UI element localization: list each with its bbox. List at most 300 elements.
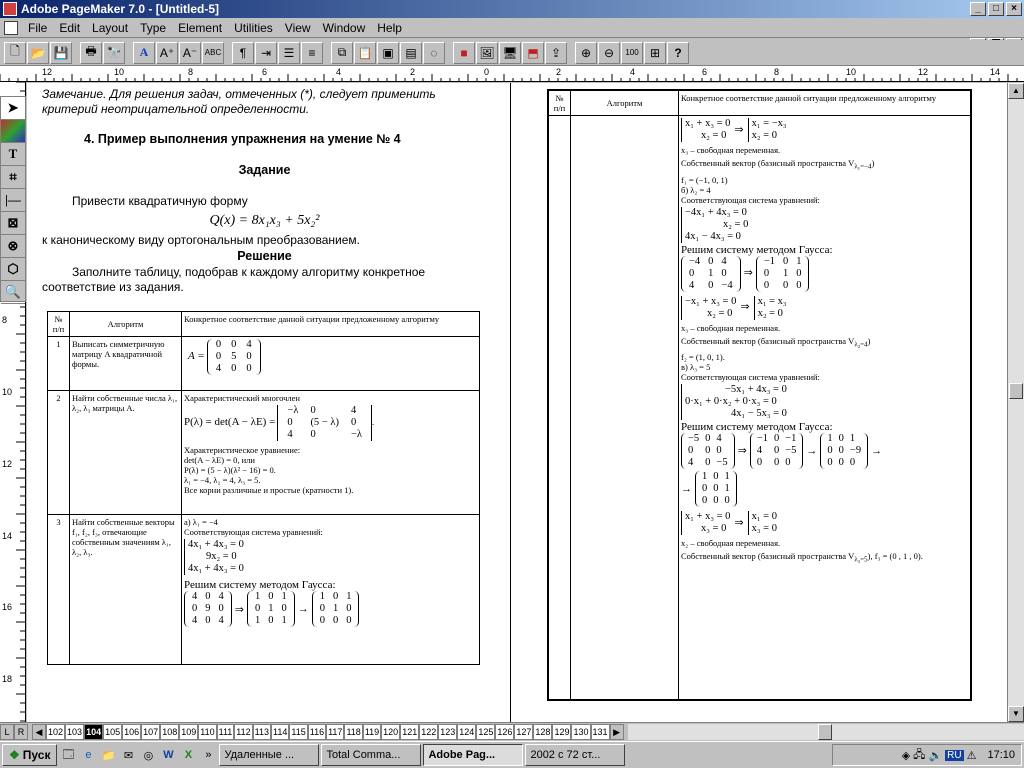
equation: x₂ = 0	[751, 130, 777, 141]
matrix-cell: 5	[231, 351, 237, 362]
char-eq-title: Характеристическое уравнение:	[184, 445, 301, 455]
save-icon[interactable]: 💾	[50, 42, 72, 64]
matrix-cell: −5	[716, 457, 728, 469]
vertical-scrollbar[interactable]	[1007, 83, 1024, 722]
matrix-cell: 0	[721, 267, 727, 279]
matrix-cell: 1	[702, 471, 708, 483]
equation: x₃ = 0	[751, 523, 777, 535]
start-button[interactable]: ❖ Пуск	[2, 744, 57, 766]
gauss-chain	[184, 591, 477, 627]
matrix-cell: 0	[688, 445, 694, 457]
maximize-button[interactable]: □	[988, 2, 1004, 16]
minimize-button[interactable]: _	[970, 2, 986, 16]
matrix-cell: 0	[827, 445, 833, 457]
zoom-in-icon[interactable]: ⊕	[575, 42, 597, 64]
menu-edit[interactable]: Edit	[59, 20, 81, 35]
menu-type[interactable]: Type	[140, 20, 167, 35]
matrix-cell: 0	[838, 457, 844, 469]
matrix-cell: −5	[688, 433, 700, 445]
page-tab[interactable]: 123	[438, 724, 457, 740]
page-tab[interactable]: 122	[419, 724, 438, 740]
document-canvas[interactable]	[27, 83, 1007, 722]
paragraph-icon[interactable]: ¶	[232, 42, 254, 64]
matrix-cell: 0	[254, 603, 261, 614]
quicklaunch-more-icon[interactable]: »	[205, 749, 212, 761]
polygon-frame-tool-icon[interactable]: ⬡	[1, 258, 25, 281]
char-matrix	[277, 405, 372, 441]
matrix-cell: 4	[192, 615, 198, 626]
task-pagemaker[interactable]: Adobe Pag...	[423, 744, 523, 766]
page-tab[interactable]: 127	[514, 724, 533, 740]
col-header-num: № п/п	[48, 312, 70, 337]
language-indicator[interactable]: RU	[947, 749, 962, 761]
page-tab[interactable]: 102	[46, 724, 65, 740]
matrix-cell: −9	[849, 445, 862, 457]
page-tab[interactable]: 118	[344, 724, 362, 740]
quicklaunch-desktop-icon[interactable]: 🗔	[62, 748, 75, 761]
matrix-cell: 0	[763, 267, 770, 279]
char-eq-line-3: λ₁ = −4, λ₂ = 4, λ₃ = 5.	[184, 475, 261, 485]
page-tab[interactable]: 121	[400, 724, 419, 740]
matrix-cell: 0	[231, 339, 237, 350]
page-tab[interactable]: 128	[533, 724, 552, 740]
page-tab[interactable]: 131	[591, 724, 610, 740]
menu-layout[interactable]: Layout	[92, 20, 129, 35]
page-tab[interactable]: 113	[253, 724, 271, 740]
row-2-alg: Найти собственные числа λ₁, λ₂, λ₃ матрицы A.	[70, 391, 182, 515]
matrix-cell: 4	[218, 591, 224, 602]
pdf-icon[interactable]: ⬒	[522, 42, 544, 64]
gauss-matrix-1	[184, 591, 232, 627]
horizontal-ruler[interactable]	[0, 66, 1024, 82]
col-header-desc: Конкретное соответствие данной ситуации предложенному алгоритму	[679, 91, 971, 116]
matrix-cell: 0	[310, 405, 316, 416]
menu-view[interactable]: View	[284, 20, 311, 35]
matrix-cell: 0	[713, 483, 719, 495]
matrix-cell: 4	[756, 445, 763, 457]
algorithm-table	[47, 311, 480, 665]
equation: x₁ + x₃ = 0	[685, 118, 731, 129]
export-icon[interactable]: ⇪	[545, 42, 567, 64]
left-master-page[interactable]: L	[0, 724, 14, 740]
equation: x₁ = 0	[751, 511, 777, 523]
quicklaunch-outlook-icon[interactable]: ✉	[123, 749, 134, 762]
row-3-alg: Найти собственные векторы f₁, f₂, f₃, отвечающие собственным значениям λ₁, λ₂, λ₃.	[70, 515, 182, 665]
matrix-cell: 1	[319, 591, 325, 602]
implies-icon: ⇒	[734, 123, 744, 136]
page-tab[interactable]: 124	[457, 724, 476, 740]
row-1-alg: Выписать симметричную матрицу A квадратичной формы.	[70, 337, 182, 391]
hscroll-thumb[interactable]	[818, 724, 832, 740]
matrix-cell: 0	[215, 351, 222, 362]
page-tab[interactable]: 105	[103, 724, 122, 740]
ruler-label: 14	[990, 67, 1001, 77]
tray-alert-icon[interactable]: ⚠	[966, 749, 977, 762]
task-text[interactable]: Привести квадратичную форму	[72, 194, 248, 208]
matrix-cell: 0	[205, 615, 211, 626]
matrix-a	[207, 339, 261, 375]
gauss-matrix-2a	[681, 256, 741, 292]
tray-app-icon[interactable]: ◈	[901, 749, 911, 762]
char-poly: P(λ) = det(A − λE) =	[184, 415, 276, 428]
crop-tool-icon[interactable]: ⌗	[1, 166, 25, 189]
equation: 9x₂ = 0	[206, 551, 237, 562]
f2-vector: f₂ = (1, 0, 1).	[681, 352, 725, 363]
ruler-label: 2	[556, 67, 562, 77]
matrix-cell: 1	[281, 591, 287, 602]
print-icon[interactable]: 🖶	[80, 42, 102, 64]
system-2	[681, 207, 748, 243]
matrix-cell: 0	[716, 445, 722, 457]
system-1a	[681, 118, 730, 142]
equation: 4x₁ + 4x₃ = 0	[188, 539, 244, 550]
matrix-cell: 0	[849, 457, 856, 469]
ruler-label: 4	[630, 67, 636, 77]
page-tab[interactable]: 110	[198, 724, 216, 740]
solution-title[interactable]: Решение	[237, 249, 292, 263]
matrix-cell: 0	[782, 255, 789, 267]
col-header-desc: Конкретное соответствие данной ситуации предложенному алгоритму	[182, 312, 480, 337]
matrix-cell: 0	[773, 445, 780, 457]
page-tab[interactable]: 107	[141, 724, 160, 740]
menu-file[interactable]: File	[28, 20, 48, 35]
gauss-matrix-2b	[756, 256, 810, 292]
page-tab[interactable]: 106	[122, 724, 141, 740]
matrix-cell: 0	[796, 279, 802, 291]
display-icon[interactable]: 🖥	[499, 42, 521, 64]
equation: 4x₁ − 4x₃ = 0	[685, 230, 741, 242]
matrix-cell: 0	[827, 457, 833, 469]
matrix-cell: 0	[785, 457, 791, 469]
matrix-cell: 1	[332, 603, 339, 614]
find-icon[interactable]: 🔭	[103, 42, 125, 64]
tray-volume-icon[interactable]: 🔊	[928, 749, 943, 762]
sys-title-3: Соответствующая система уравнений:	[681, 372, 820, 383]
right-master-page[interactable]: R	[14, 724, 28, 740]
page-tab[interactable]: 115	[289, 724, 307, 740]
system-3b	[748, 511, 777, 535]
char-eq-line-2: P(λ) = (5 − λ)(λ² − 16) = 0.	[184, 465, 276, 475]
ellipse-frame-tool-icon[interactable]: ⊗	[1, 235, 25, 258]
char-poly-title: Характеристический многочлен	[184, 393, 300, 403]
equation: x₂ = 0	[757, 307, 783, 319]
matrix-cell: 0	[319, 615, 325, 626]
solution-text[interactable]: Заполните таблицу, подобрав к каждому алгоритму конкретное соответствие из задания.	[42, 265, 426, 294]
color-icon[interactable]: ■	[453, 42, 475, 64]
eigvec-sub-2: λ₂=4	[854, 340, 868, 349]
task-deleted[interactable]: Удаленные ...	[219, 744, 319, 766]
menu-help[interactable]: Help	[377, 20, 402, 35]
document-icon[interactable]	[4, 21, 18, 35]
matrix-cell: 0	[246, 363, 252, 374]
menu-utilities[interactable]: Utilities	[234, 20, 273, 35]
arrow-icon: →	[871, 444, 883, 457]
equation: −4x₁ + 4x₃ = 0	[685, 206, 747, 218]
gauss-matrix-3a	[681, 433, 735, 469]
app-icon[interactable]	[3, 2, 17, 16]
menu-element[interactable]: Element	[178, 20, 223, 35]
col-header-num: № п/п	[549, 91, 571, 116]
vruler-label: 18	[2, 674, 13, 684]
toolbox	[0, 96, 26, 302]
task-total-commander[interactable]: Total Comma...	[321, 744, 421, 766]
f1-vector: f₁ = (−1, 0, 1)	[681, 174, 728, 185]
matrix-cell: (5 − λ)	[310, 417, 339, 428]
free-var-2: x₃ – свободная переменная.	[681, 322, 781, 333]
eigvec-label-1: Собственный вектор (базисный пространства V	[681, 158, 855, 168]
vruler-label: 16	[2, 602, 13, 612]
pages-scroll-right-icon[interactable]: ▶	[610, 724, 624, 740]
font-icon[interactable]: A	[133, 42, 155, 64]
matrix-cell: 0	[763, 279, 770, 291]
free-var-1: x₃ – свободная переменная.	[681, 145, 781, 155]
matrix-cell: 0	[332, 615, 339, 626]
ruler-label: 4	[336, 67, 342, 77]
matrix-cell: 4	[688, 457, 694, 469]
implies-icon: ⇒	[734, 516, 744, 529]
matrix-cell: 9	[205, 603, 211, 614]
image-icon[interactable]: 🖼	[476, 42, 498, 64]
matrix-cell: 0	[708, 255, 714, 267]
bullets-icon[interactable]: ☰	[278, 42, 300, 64]
link-icon[interactable]: ◌	[423, 42, 445, 64]
page-list	[46, 724, 610, 740]
task-formula[interactable]: Q(x) = 8x₁x₃ + 5x₂²	[209, 213, 320, 228]
page-tab[interactable]: 114	[271, 724, 289, 740]
matrix-cell: 0	[218, 603, 224, 614]
left-page[interactable]	[42, 83, 487, 665]
implies-icon: ⇒	[737, 444, 747, 457]
text-tool-icon[interactable]: T	[1, 143, 25, 166]
system-tray	[832, 744, 1022, 766]
tray-network-icon[interactable]: 🖧	[913, 748, 926, 761]
scroll-down-icon[interactable]: ▼	[1008, 706, 1024, 722]
matrix-cell: 0	[192, 603, 198, 614]
cont-content-cell	[679, 116, 971, 700]
c-line: в) λ₃ = 5	[681, 362, 711, 373]
vruler-label: 14	[2, 531, 13, 541]
page-tab[interactable]: 125	[476, 724, 495, 740]
matrix-cell: 0	[705, 457, 711, 469]
ruler-label: 12	[42, 67, 53, 77]
matrix-cell: 0	[702, 483, 708, 495]
styles-icon[interactable]: ▣	[377, 42, 399, 64]
eigvec-sub-1: λ₁=−4	[854, 162, 872, 171]
pages-scroll-left-icon[interactable]: ◀	[32, 724, 46, 740]
row-2-content: Характеристический многочлен P(λ) = det(A − λE) = −λ 0 4 0 (5 − λ) 0 4 0 −λ . Характеристическое уравнение: det(A − λE) = 0, или P(λ) = (5 − λ)(λ² − 16) = 0. λ₁ = −4, λ₂ = 4, λ₃ = 5. Все корни различные и простые (кратности 1).	[182, 391, 480, 515]
matrix-cell: 1	[708, 267, 714, 279]
matrix-cell: 4	[721, 255, 727, 267]
page-tab[interactable]: 129	[552, 724, 571, 740]
page-navigator	[0, 722, 1024, 740]
color-tool-icon[interactable]	[1, 120, 25, 143]
line-tool-icon[interactable]: |—	[1, 189, 25, 212]
zoom-out-icon[interactable]: ⊖	[598, 42, 620, 64]
copy-icon[interactable]: ⧉	[331, 42, 353, 64]
matrix-cell: 0	[838, 433, 844, 445]
quicklaunch-folder-icon[interactable]: 📁	[101, 749, 116, 762]
zoom-tool-icon[interactable]: 🔍	[1, 281, 25, 304]
matrix-cell: 4	[246, 339, 252, 350]
open-icon[interactable]: 📂	[27, 42, 49, 64]
f3-vector: ), f₃ = (0 , 1 , 0).	[867, 551, 923, 562]
indent-icon[interactable]: ⇥	[255, 42, 277, 64]
horizontal-scrollbar[interactable]	[628, 724, 1024, 740]
ruler-label: 10	[846, 67, 857, 77]
matrix-cell: 1	[782, 267, 789, 279]
matrix-cell: 0	[713, 471, 719, 483]
page-tab[interactable]: 112	[234, 724, 252, 740]
font-size-down-icon[interactable]: A⁻	[179, 42, 201, 64]
matrix-cell: 1	[827, 433, 833, 445]
section-heading[interactable]: 4. Пример выполнения упражнения на умение № 4	[84, 132, 401, 146]
matrix-cell: −λ	[350, 429, 362, 440]
new-icon[interactable]: 🗋	[4, 42, 26, 64]
cont-alg-cell	[571, 116, 679, 700]
right-page[interactable]	[547, 89, 972, 701]
ruler-label: 10	[114, 67, 125, 77]
eigvec-label-3: Собственный вектор (базисный пространства V	[681, 551, 855, 562]
matrix-cell: 4	[218, 615, 224, 626]
row-3-num: 3	[48, 515, 70, 665]
page-tab[interactable]: 126	[495, 724, 514, 740]
task-text-2[interactable]: к каноническому виду ортогональным преобразованием.	[42, 233, 360, 247]
matrix-cell: 0	[350, 417, 357, 428]
quicklaunch-ie-icon[interactable]: e	[85, 749, 92, 761]
ruler-label: 2	[410, 67, 416, 77]
quicklaunch-word-icon[interactable]: W	[163, 749, 174, 761]
font-size-up-icon[interactable]: A⁺	[156, 42, 178, 64]
actual-size-icon[interactable]: 100	[621, 42, 643, 64]
matrix-cell: −1	[763, 255, 775, 267]
matrix-cell: 0	[705, 433, 711, 445]
page-tab[interactable]: 109	[179, 724, 198, 740]
page-tab[interactable]: 119	[363, 724, 381, 740]
equation: x₂ = 0	[701, 130, 727, 141]
task-word-doc[interactable]: 2002 с 72 ст...	[525, 744, 625, 766]
gauss-matrix-3	[312, 591, 360, 627]
matrix-cell: 0	[773, 457, 780, 469]
help-icon[interactable]: ?	[667, 42, 689, 64]
matrix-cell: 1	[346, 591, 352, 602]
implies-icon: ⇒	[740, 301, 750, 314]
page-tab[interactable]: 116	[308, 724, 326, 740]
sys-title-2: Соответствующая система уравнений:	[681, 194, 820, 205]
matrix-cell: 0	[713, 495, 719, 507]
implies-icon: ⇒	[743, 267, 753, 280]
ruler-label: 0	[484, 67, 490, 77]
arrow-icon: →	[297, 603, 309, 615]
page-tab[interactable]: 104	[84, 724, 103, 740]
free-var-3: x₂ – свободная переменная.	[681, 538, 781, 549]
matrix-cell: 0	[724, 495, 730, 507]
row-2-num: 2	[48, 391, 70, 515]
matrix-cell: 0	[705, 445, 711, 457]
page-tab[interactable]: 120	[381, 724, 400, 740]
ruler-label: 6	[262, 67, 268, 77]
page-tab[interactable]: 130	[571, 724, 590, 740]
page-divider	[510, 83, 511, 722]
frame-icon[interactable]: ▤	[400, 42, 422, 64]
rect-frame-tool-icon[interactable]: ⊠	[1, 212, 25, 235]
matrix-cell: 1	[268, 603, 274, 614]
title-bar	[0, 0, 1024, 18]
page-tab[interactable]: 103	[65, 724, 84, 740]
system-1b	[748, 118, 787, 142]
gauss-title: Решим систему методом Гаусса:	[184, 579, 336, 591]
matrix-cell: 0	[319, 603, 325, 614]
menu-window[interactable]: Window	[322, 20, 366, 35]
matrix-cell: 1	[796, 255, 802, 267]
clock[interactable]: 17:10	[987, 749, 1015, 761]
vruler-label: 10	[2, 387, 13, 397]
scroll-up-icon[interactable]: ▲	[1008, 83, 1024, 99]
task-title[interactable]: Задание	[238, 163, 291, 177]
matrix-cell: 0	[310, 429, 316, 440]
ruler-label: 12	[918, 67, 929, 77]
ruler-label: 6	[702, 67, 708, 77]
matrix-cell: 0	[287, 417, 293, 428]
note-text[interactable]: Замечание. Для решения задач, отмеченных (*), следует применить критерий неотрицательной определенности.	[42, 87, 436, 116]
ruler-label: 8	[188, 67, 194, 77]
matrix-cell: −5	[785, 445, 797, 457]
page-tab[interactable]: 108	[160, 724, 179, 740]
matrix-cell: 0	[332, 591, 339, 602]
scroll-thumb[interactable]	[1009, 383, 1023, 399]
paste-icon[interactable]: 📋	[354, 42, 376, 64]
eigvec-end-2: )	[867, 335, 871, 346]
window-title: Adobe PageMaker 7.0 - [Untitled-5]	[21, 2, 220, 16]
system-2b	[754, 296, 787, 320]
menu-bar	[0, 18, 1024, 38]
matrix-cell: 0	[689, 267, 695, 279]
equation: x₁ = −x₃	[751, 118, 787, 129]
page-tab[interactable]: 117	[326, 724, 344, 740]
matrix-cell: 0	[268, 615, 274, 626]
equation: −5x₁ + 4x₃ = 0	[725, 384, 787, 396]
close-button[interactable]: ×	[1006, 2, 1022, 16]
matrix-cell: −4	[721, 279, 733, 291]
matrix-cell: 0	[773, 433, 780, 445]
equation: x₃ = 0	[701, 523, 727, 535]
matrix-cell: 0	[215, 339, 222, 350]
equation: x₁ + x₃ = 0	[685, 511, 731, 523]
numbering-icon[interactable]: ≡	[301, 42, 323, 64]
matrix-cell: 0	[346, 603, 352, 614]
quicklaunch-app1-icon[interactable]: ◎	[143, 749, 154, 762]
matrix-cell: 0	[205, 591, 211, 602]
taskbar	[0, 741, 1024, 768]
quicklaunch-excel-icon[interactable]: X	[184, 749, 193, 761]
equation: x₁ = x₃	[757, 295, 787, 307]
arrow-icon: ⇒	[234, 603, 244, 616]
system-2a	[681, 296, 736, 320]
equation: 4x₁ − 5x₃ = 0	[731, 408, 787, 420]
matrix-cell: 0	[708, 279, 714, 291]
system-3a	[681, 511, 730, 535]
col-header-alg: Алгоритм	[571, 91, 679, 116]
cont-num-cell	[549, 116, 571, 700]
pointer-tool-icon[interactable]: ➤	[1, 97, 25, 120]
equation: 0·x₁ + 0·x₂ + 0·x₃ = 0	[685, 396, 777, 408]
matrix-cell: 0	[231, 363, 237, 374]
spell-check-icon[interactable]: ABC	[202, 42, 224, 64]
fit-window-icon[interactable]: ⊞	[644, 42, 666, 64]
row-1-num: 1	[48, 337, 70, 391]
matrix-cell: 0	[796, 267, 802, 279]
page-tab[interactable]: 111	[217, 724, 235, 740]
row-1-content	[182, 337, 480, 391]
